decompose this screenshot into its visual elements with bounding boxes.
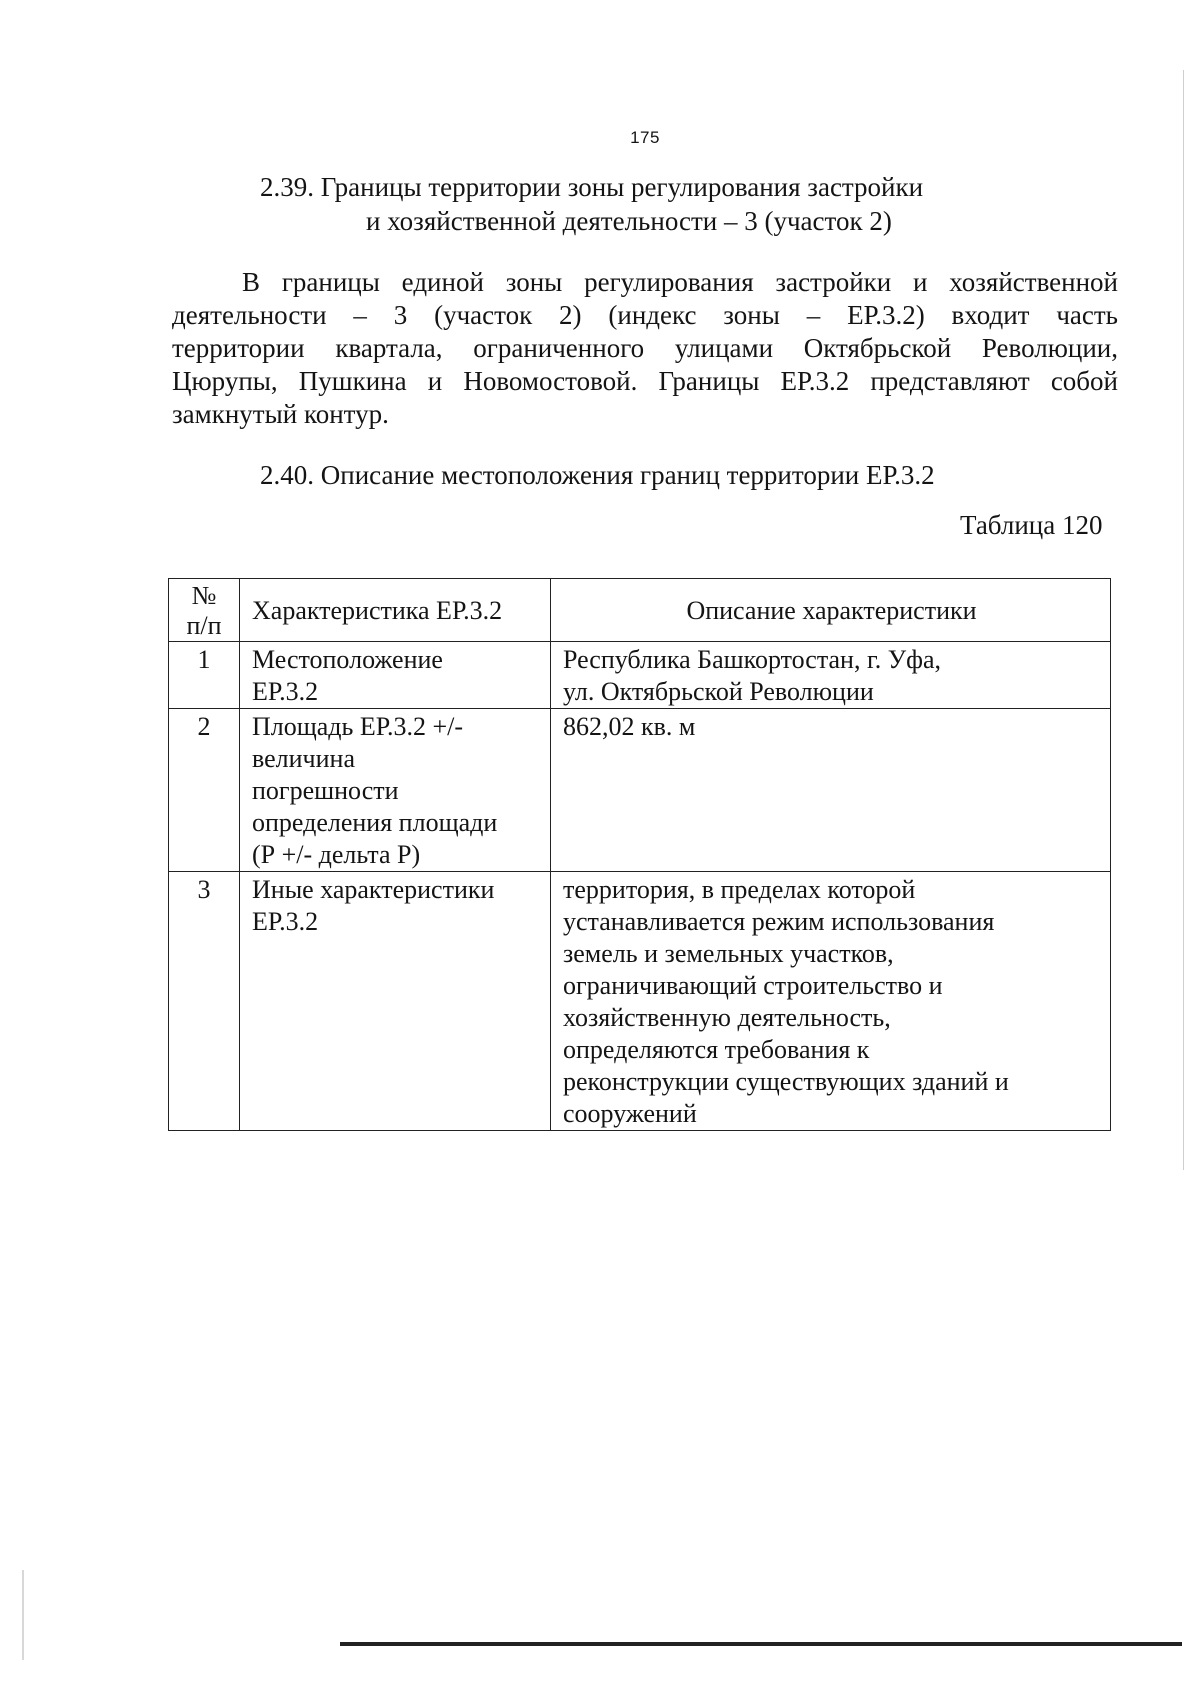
header-cell-characteristic: Характеристика ЕР.3.2 — [240, 579, 551, 642]
section-title-line-2: и хозяйственной деятельности – 3 (участок 2) — [366, 206, 892, 236]
paragraph-line: Цюрупы, Пушкина и Новомостовой. Границы ЕР.3.2 представляют собой — [172, 366, 1118, 396]
row-number: 3 — [169, 872, 240, 1131]
row-description: 862,02 кв. м — [551, 709, 1111, 872]
scan-edge-bottom — [340, 1642, 1182, 1646]
paragraph-line: деятельности – 3 (участок 2) (индекс зоны – ЕР.3.2) входит часть — [172, 300, 1118, 330]
scan-edge-right — [1183, 70, 1184, 1170]
row-description: Республика Башкортостан, г. Уфа, ул. Октябрьской Революции — [551, 642, 1111, 709]
header-cell-number: № п/п — [169, 579, 240, 642]
table-label: Таблица 120 — [960, 510, 1103, 540]
paragraph-line: замкнутый контур. — [172, 399, 389, 429]
header-cell-description: Описание характеристики — [551, 579, 1111, 642]
paragraph-line: В границы единой зоны регулирования застройки и хозяйственной — [242, 267, 1118, 297]
table-row — [169, 642, 1111, 709]
paragraph-line: территории квартала, ограниченного улицами Октябрьской Революции, — [172, 333, 1118, 363]
row-characteristic: Площадь ЕР.3.2 +/- величина погрешности определения площади (Р +/- дельта Р) — [240, 709, 551, 872]
body-paragraph — [172, 266, 1118, 431]
row-description: территория, в пределах которой устанавливается режим использования земель и земельных участков, ограничивающий строительство и хозяйственную деятельность, определяются требования к реконструкции существующих зданий и сооружений — [551, 872, 1111, 1131]
section-title-line-1: 2.39. Границы территории зоны регулирования застройки — [260, 172, 924, 202]
subsection-title: 2.40. Описание местоположения границ территории ЕР.3.2 — [260, 460, 935, 490]
table-header-row — [169, 579, 1111, 642]
table-row — [169, 709, 1111, 872]
scan-edge-left — [22, 1570, 24, 1660]
row-number: 1 — [169, 642, 240, 709]
row-number: 2 — [169, 709, 240, 872]
row-characteristic: Иные характеристики ЕР.3.2 — [240, 872, 551, 1131]
page-number: 175 — [630, 128, 660, 147]
table-row — [169, 872, 1111, 1131]
characteristics-table — [168, 578, 1111, 1131]
row-characteristic: Местоположение ЕР.3.2 — [240, 642, 551, 709]
